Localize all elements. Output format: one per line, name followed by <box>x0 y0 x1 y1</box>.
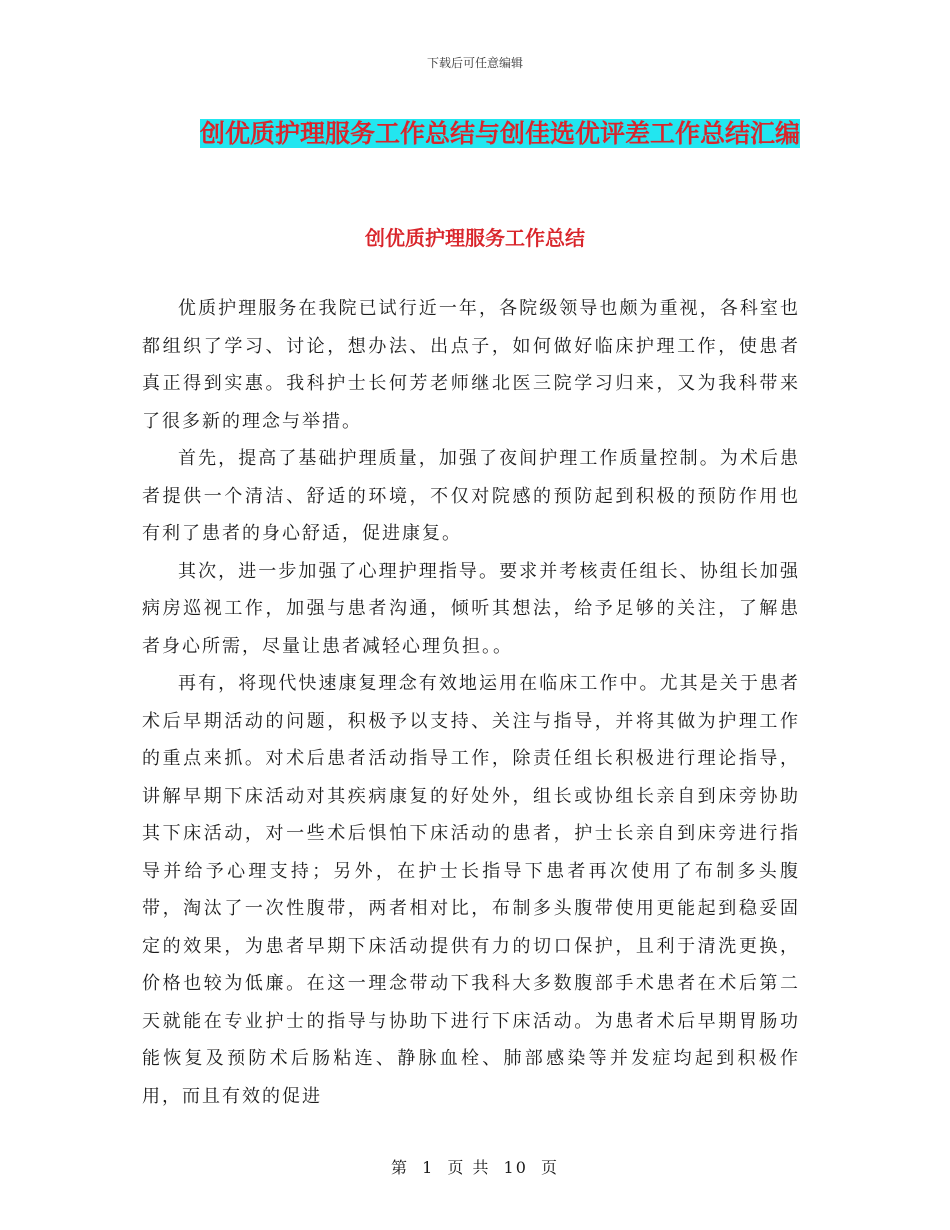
header-note: 下载后可任意编辑 <box>426 56 523 70</box>
page-footer <box>0 1155 950 1178</box>
footer-prefix: 第 <box>390 1158 409 1177</box>
paragraph: 其次，进一步加强了心理护理指导。要求并考核责任组长、协组长加强病房巡视工作，加强与患者沟通，倾听其想法，给予足够的关注，了解患者身心所需，尽量让患者减轻心理负担。。 <box>142 560 800 657</box>
document-title-text: 创优质护理服务工作总结与创佳选优评差工作总结汇编 <box>199 119 800 148</box>
paragraph: 优质护理服务在我院已试行近一年，各院级领导也颇为重视，各科室也都组织了学习、讨论，想办法、出点子，如何做好临床护理工作，使患者真正得到实惠。我科护士长何芳老师继北医三院学习归来，又为我科带来了很多新的理念与举措。 <box>142 298 800 432</box>
page-number: 1 <box>422 1158 435 1177</box>
footer-mid: 页 共 <box>447 1158 491 1177</box>
total-pages: 10 <box>503 1158 528 1177</box>
section-title: 创优质护理服务工作总结 <box>365 226 585 250</box>
footer-suffix: 页 <box>541 1158 560 1177</box>
paragraph: 再有，将现代快速康复理念有效地运用在临床工作中。尤其是关于患者术后早期活动的问题，积极予以支持、关注与指导，并将其做为护理工作的重点来抓。对术后患者活动指导工作，除责任组长积极进行理论指导，讲解早期下床活动对其疾病康复的好处外，组长或协组长亲自到床旁协助其下床活动，对一些术后惧怕下床活动的患者，护士长亲自到床旁进行指导并给予心理支持；另外，在护士长指导下患者再次使用了布制多头腹带，淘汰了一次性腹带，两者相对比，布制多头腹带使用更能起到稳妥固定的效果，为患者早期下床活动提供有力的切口保护，且利于清洗更换，价格也较为低廉。在这一理念带动下我科大多数腹部手术患者在术后第二天就能在专业护士的指导与协助下进行下床活动。为患者术后早期胃肠功能恢复及预防术后肠粘连、静脉血栓、肺部感染等并发症均起到积极作用，而且有效的促进 <box>142 673 800 1107</box>
document-title <box>190 112 810 156</box>
body-text <box>142 290 800 1115</box>
paragraph: 首先，提高了基础护理质量，加强了夜间护理工作质量控制。为术后患者提供一个清洁、舒适的环境，不仅对院感的预防起到积极的预防作用也有利了患者的身心舒适，促进康复。 <box>142 448 800 544</box>
